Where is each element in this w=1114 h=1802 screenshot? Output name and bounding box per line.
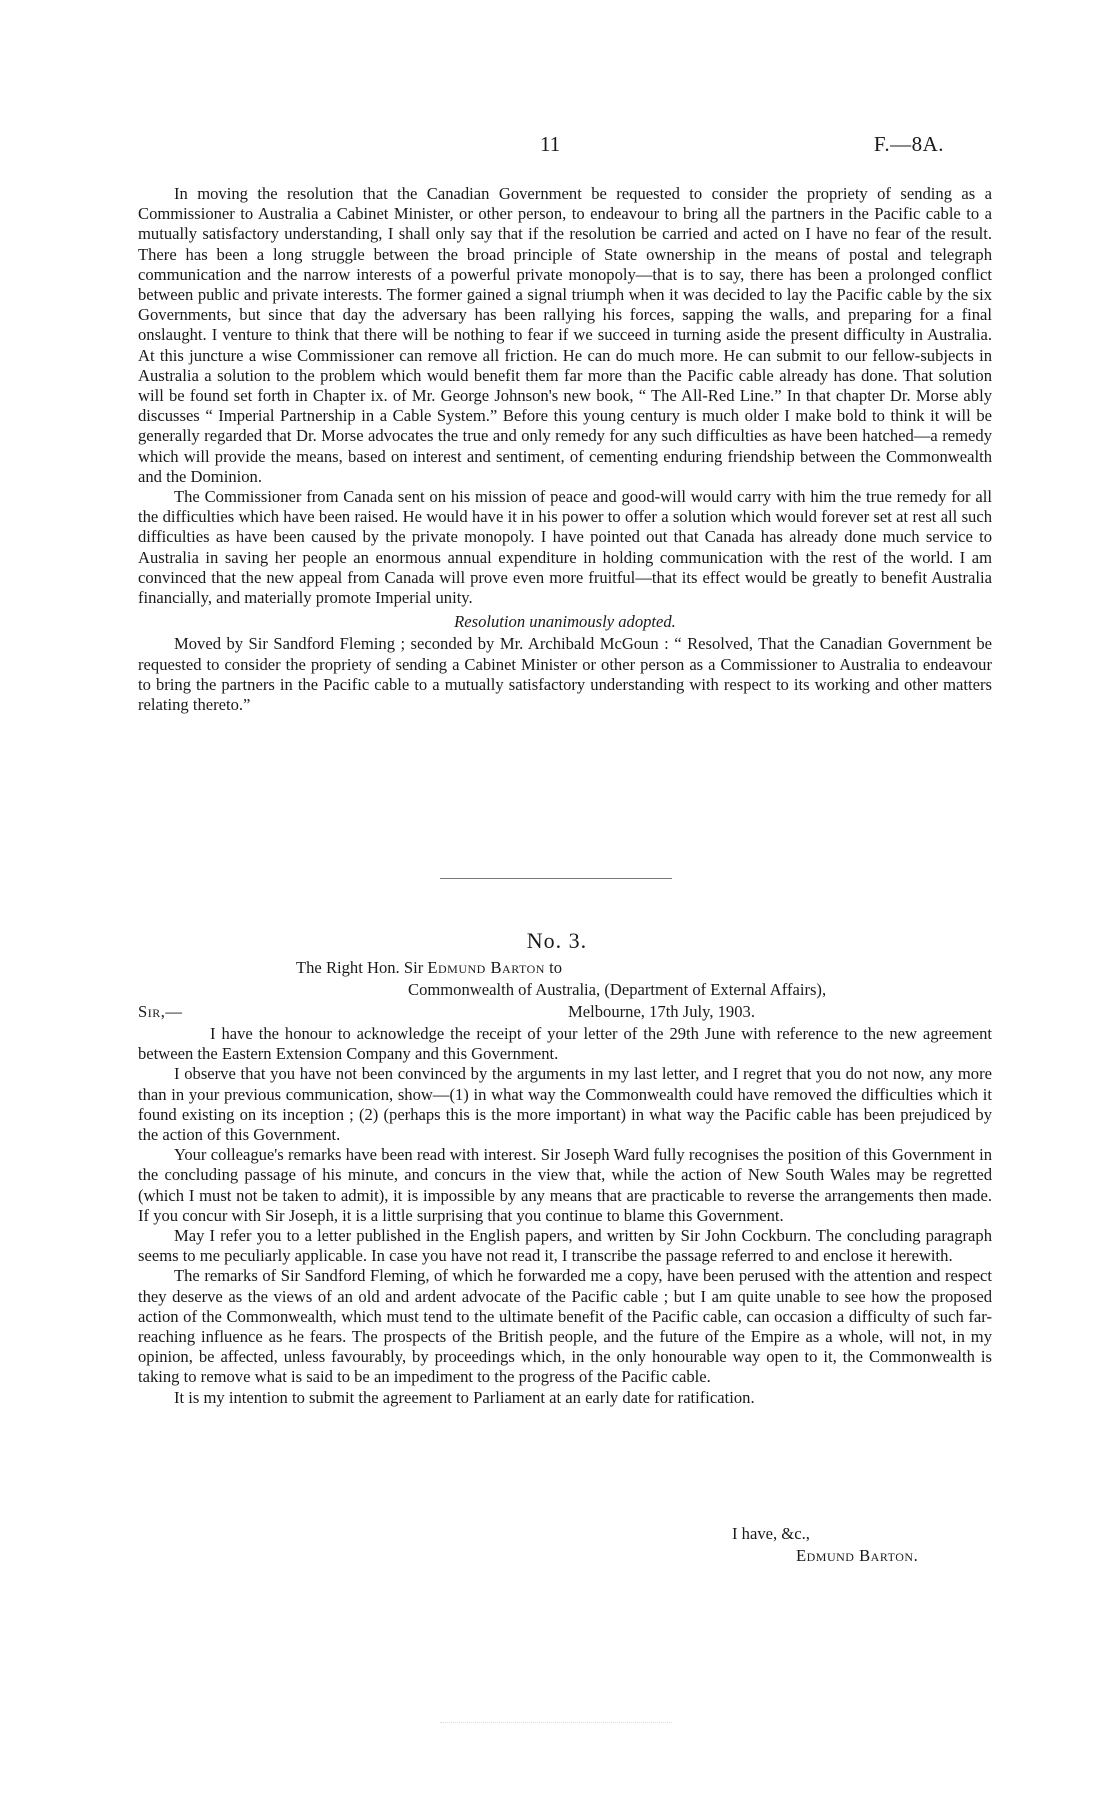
speech-section xyxy=(138,184,992,715)
salutation: Sir,— xyxy=(138,1002,183,1021)
document-code: F.—8A. xyxy=(873,132,944,156)
letter-paragraph-3: Your colleague's remarks have been read with interest. Sir Joseph Ward fully recognises the position of this Government in the concluding passage of his minute, and concurs in the view that, while the action of New South Wales may be regretted (which I must not be taken to admit), it is impossible by any means that are practicable to reverse the arrangements then made. If you concur with Sir Joseph, it is a little surprising that you continue to blame this Government. xyxy=(138,1145,992,1225)
letter-paragraph-2: I observe that you have not been convinced by the arguments in my last letter, and I regret that you do not now, any more than in your previous communication, show—(1) in what way the Commonwealth could have removed the difficulties which it found existing on its inception ; (2) (perhaps this is the more important) in what way the Pacific cable has been prejudiced by the action of this Government. xyxy=(138,1064,992,1145)
section-divider xyxy=(440,878,672,879)
resolution-heading: Resolution unanimously adopted. xyxy=(454,612,676,632)
bottom-divider xyxy=(440,1722,672,1723)
address-line-1: Commonwealth of Australia, (Department of External Affairs), xyxy=(408,980,827,999)
letter-paragraph-6: It is my intention to submit the agreement to Parliament at an early date for ratification. xyxy=(174,1387,755,1407)
letter-paragraph-1: I have the honour to acknowledge the receipt of your letter of the 29th June with reference to the new agreement between the Eastern Extension Company and this Government. xyxy=(138,1024,992,1064)
page-header xyxy=(0,132,1114,160)
letter-paragraph-5: The remarks of Sir Sandford Fleming, of which he forwarded me a copy, have been perused with the attention and respect they deserve as the views of an old and ardent advocate of the Pacific cable ; but I am quite unable to see how the proposed action of the Commonwealth, which must tend to the ultimate benefit of the Pacific cable, can occasion a difficulty of such far-reaching influence as he fears. The prospects of the British people, and the future of the Empire as a whole, will not, in my opinion, be affected, unless favourably, by proceedings which, in the only honourable way open to it, the Commonwealth is taking to remove what is said to be an impediment to the progress of the Pacific cable. xyxy=(138,1266,992,1387)
letter-signature: Edmund Barton. xyxy=(796,1546,919,1565)
speech-paragraph-2: The Commissioner from Canada sent on his mission of peace and good-will would carry with him the true remedy for all the difficulties which have been raised. He would have it in his power to offer a solution which would forever set at rest all such difficulties as have been caused by the private monopoly. I have pointed out that Canada has already done much service to Australia in saving her people an enormous annual expenditure in holding communication with the rest of the world. I am convinced that the new appeal from Canada will prove even more fruitful—that its effect would be greatly to benefit Australia financially, and materially promote Imperial unity. xyxy=(138,487,992,608)
from-prefix: The Right Hon. Sir xyxy=(296,958,424,977)
letter-closing: I have, &c., xyxy=(732,1524,810,1543)
speech-paragraph-1: In moving the resolution that the Canadian Government be requested to consider the propriety of sending as a Commissioner to Australia a Cabinet Minister, or other person, to endeavour to bring all the partners in the Pacific cable to a mutually satisfactory understanding, I shall only say that if the resolution be carried and acted on I have no fear of the result. There has been a long struggle between the broad principle of State ownership in the means of postal and telegraph communication and the narrow interests of a powerful private monopoly—that is to say, there has been a prolonged conflict between public and private interests. The former gained a signal triumph when it was decided to lay the Pacific cable by the six Governments, but since that day the adversary has been rallying his forces, sapping the walls, and preparing for a final onslaught. I venture to think that there will be nothing to fear if we succeed in turning aside the present difficulty in Australia. At this juncture a wise Commissioner can remove all friction. He can do much more. He can submit to our fellow-subjects in Australia a solution to the problem which would benefit them far more than the Pacific cable already has done. That solution will be found set forth in Chapter ix. of Mr. George Johnson's new book, “ The All-Red Line.” In that chapter Dr. Morse ably discusses “ Imperial Partnership in a Cable System.” Before this young century is much older I make bold to think it will be generally regarded that Dr. Morse advocates the true and only remedy for any such difficulties as have been hatched—a remedy which will provide the means, based on interest and sentiment, of cementing enduring friendship between the Commonwealth and the Dominion. xyxy=(138,184,992,486)
from-name: Edmund Barton xyxy=(427,958,545,977)
resolution-text: Moved by Sir Sandford Fleming ; seconded by Mr. Archibald McGoun : “ Resolved, That the Canadian Government be requested to consider the propriety of sending a Cabinet Minister or other person as a Commissioner to Australia to endeavour to bring the partners in the Pacific cable to a mutually satisfactory understanding with respect to its working and other matters relating thereto.” xyxy=(138,634,992,715)
letter-number: No. 3. xyxy=(526,928,588,953)
address-line-2: Melbourne, 17th July, 1903. xyxy=(568,1002,755,1021)
letter-paragraph-4: May I refer you to a letter published in the English papers, and written by Sir John Cockburn. The concluding paragraph seems to me peculiarly applicable. In case you have not read it, I transcribe the passage referred to and enclose it herewith. xyxy=(138,1226,992,1266)
page-number: 11 xyxy=(540,132,561,156)
letter-from-line xyxy=(296,958,562,978)
from-suffix: to xyxy=(549,958,563,977)
letter-body xyxy=(138,1024,992,1408)
